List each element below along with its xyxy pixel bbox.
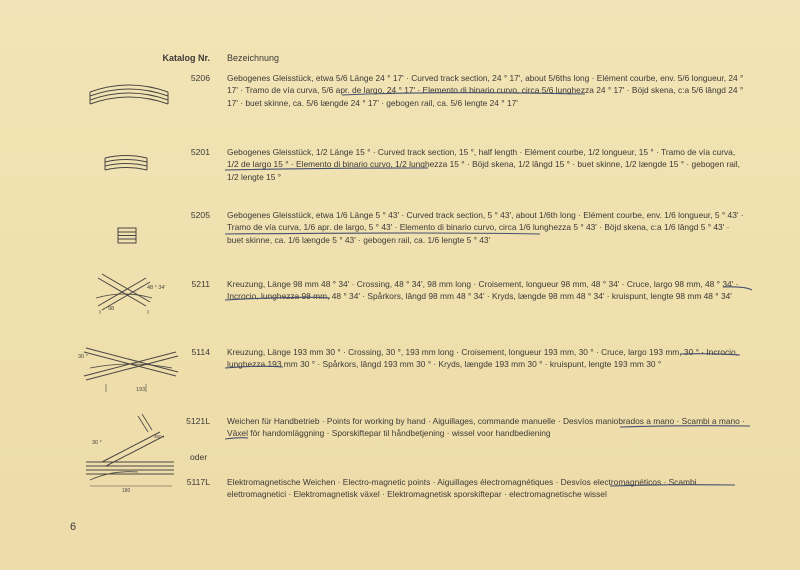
crossing-length-label: 98 [108, 306, 115, 312]
points-angle-label: 30 ° [92, 440, 102, 446]
catalog-number-5121L: 5121L [186, 416, 210, 426]
points-small-angle-label: 360 r [154, 434, 165, 439]
crossing-angle-label: 48 ° 34' [147, 285, 166, 291]
catalog-number-5205: 5205 [190, 210, 210, 220]
page-number: 6 [70, 521, 77, 533]
catalog-number-5201: 5201 [190, 147, 210, 157]
description-5117L: Elektromagnetische Weichen · Electro-magnetic points · Aiguillages électromagnétiques · Desvíos electromagnéticos · Scambi elettromagnetici · Elektromagnetisk växel · Elektromagnetisk sporskiftepar · electromagnetische wissel [227, 477, 697, 500]
or-label: oder [190, 452, 208, 462]
catalog-number-header: Katalog Nr. [162, 53, 210, 63]
description-5206: Gebogenes Gleisstück, etwa 5/6 Länge 24 ° 17' · Curved track section, 24 ° 17', about 5/6ths long · Elément courbe, env. 5/6 longueur, 24 ° 17' · Tramo de vía curva, 5/6 apr. de largo, 24 ° 17' · Elemento di binario curvo, circa 5/6 lunghezza 24 ° 17' · Böjd skena, c:a 5/6 lângd 24 ° 17' · buet skinne, ca. 5/6 længde 24 ° 17' · gebogen rail, ca. 5/6 lengte 24 ° 17' [227, 73, 744, 108]
points-length-label: 180 [122, 488, 131, 494]
description-5201: Gebogenes Gleisstück, 1/2 Länge 15 ° · Curved track section, 15 °, half length · Elément courbe, 1/2 longueur, 15 ° · Tramo de vía curva, 1/2 de largo 15 ° · Elemento di binario curvo, 1/2 lunghezza 15 ° · Böjd skena, 1/2 lângd 15 ° · buet skinne, 1/2 længde 15 ° · gebogen rail, 1/2 lengte 15 ° [227, 147, 740, 182]
crossing2-length-label: 193 [136, 387, 146, 393]
catalog-number-5206: 5206 [190, 73, 210, 83]
description-5211: Kreuzung, Länge 98 mm 48 ° 34' · Crossing, 48 ° 34', 98 mm long · Croisement, longueur 98 mm, 48 ° 34' · Cruce, largo 98 mm, 48 ° 34' · Incrocio, lunghezza 98 mm, 48 ° 34' · Spårkors, lângd 98 mm 48 ° 34' · Kryds, længde 98 mm 48 ° 34' · kruispunt, lengte 98 mm 48 ° 34' [227, 279, 739, 302]
crossing2-angle-label: 30 ° [78, 354, 88, 360]
catalog-number-5211: 5211 [191, 279, 210, 289]
catalog-number-5117L: 5117L [186, 477, 210, 487]
description-5205: Gebogenes Gleisstück, etwa 1/6 Länge 5 ° 43' · Curved track section, 5 ° 43', about 1/6th long · Elément courbe, env. 1/6 longueur, 5 ° 43' · Tramo de vía curva, 1/6 apr. de largo, 5 ° 43' · Elemento di binario curvo, circa 1/6 lunghezza 5 ° 43' · Böjd skena, c:a 1/6 lângd 5 ° 43' · buet skinne, ca. 1/6 længde 5 ° 43' · gebogen rail, ca. 1/6 lengte 5 ° 43' [227, 210, 744, 245]
description-5121L: Weichen für Handbetrieb · Points for working by hand · Aiguillages, commande manuelle · Desvíos maniobrados a mano · Scambi a mano · Växel för handomläggning · Sporskiftepar til håndbetjening · wissel voor handbediening [227, 416, 745, 439]
description-header: Bezeichnung [227, 53, 280, 63]
catalog-number-5114: 5114 [191, 347, 210, 357]
description-5114: Kreuzung, Länge 193 mm 30 ° · Crossing, 30 °, 193 mm long · Croisement, longueur 193 mm, 30 ° · Cruce, largo 193 mm, 30 ° · Incrocio, lunghezza 193 mm 30 ° · Spårkors, lângd 193 mm 30 ° · Kryds, længde 193 mm 30 ° · kruispunt, lengte 193 mm 30 ° [227, 347, 739, 370]
